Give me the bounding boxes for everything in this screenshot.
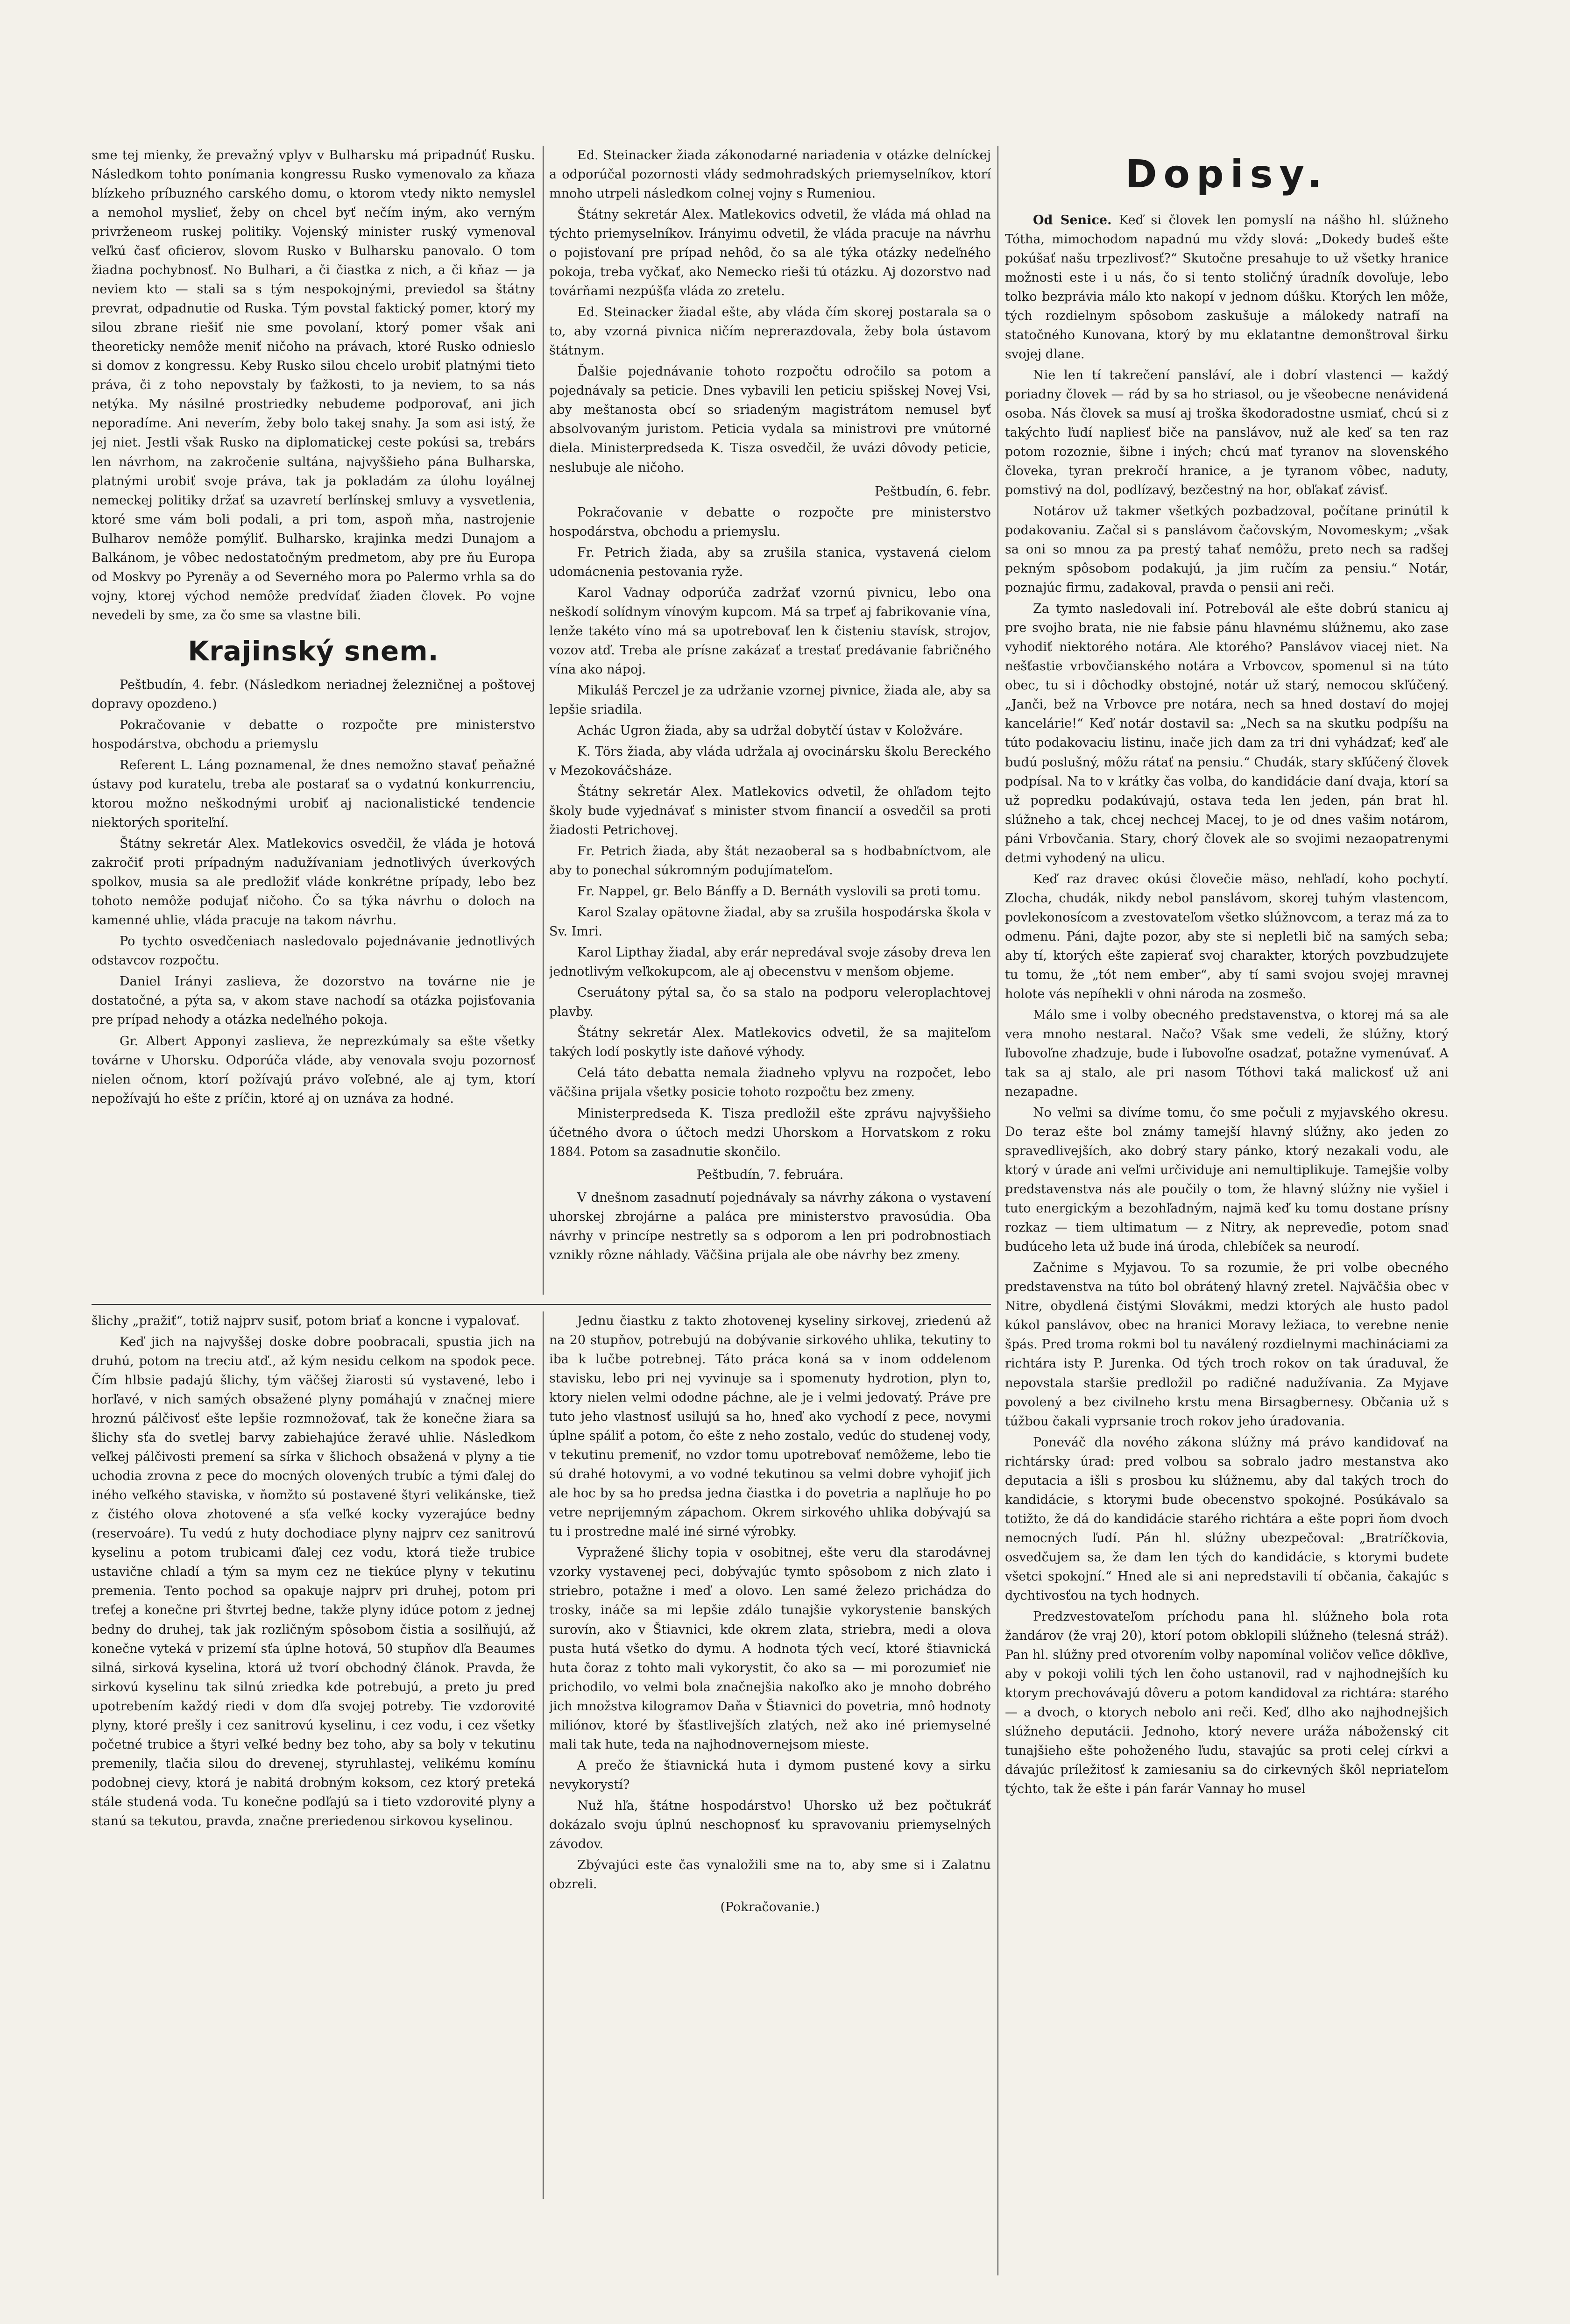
article-paragraph: Jednu čiastku z takto zhotovenej kyseliny sirkovej, zriedenú až na 20 stupňov, potrebujú na dobývanie sirkového uhlika, tekutiny to iba k lučbe potrebnej. Táto práca koná sa v inom oddelenom stavisku, lebo pri nej vyvinuje sa i spomenuty hydrotion, plyn to, ktory nielen velmi ododne páchne, ale je i velmi jedovatý. Práve pre tuto jeho vlastnosť usilujú sa ho, hneď ako vychodí z pece, novymi úplne spáliť a potom, čo ešte z neho zostalo, vedúc do studenej vody, v tekutinu premeniť, no vzdor tomu upotrebovať nemôžeme, lebo tie sú drahé hotovymi, a vo vodné tekutinou sa velmi dobre vyhojiť jich ale hoc by sa ho predsa jedna čiastka i do povetria a naplňuje ho po vetre neprijemným zápachom. Okrem sirkového uhlika dobývajú sa tu i prostredne malé iné sirné výrobky.: [549, 1314, 991, 1539]
article-paragraph: Karol Vadnay odporúča zadržať vzornú pivnicu, lebo ona neškodí solídnym vínovým kupcom. Má sa trpeť aj fabrikovanie vína, lenže takéto víno má sa upotrebovať len k čisteniu stavísk, strojov, vozov atď. Treba ale prísne zakázať a trestať predávanie fabričného vína ako nápoj.: [549, 585, 991, 677]
article-paragraph: A prečo že štiavnická huta i dymom pustené kovy a sirku nevykorystí?: [549, 1758, 991, 1792]
article-paragraph: Celá táto debatta nemala žiadneho vplyvu na rozpočet, lebo väčšina prijala všetky posicie tohoto rozpočtu bez zmeny.: [549, 1066, 991, 1100]
article-paragraph: Štátny sekretár Alex. Matlekovics odvetil, že sa majiteľom takých lodí poskytly iste daňové výhody.: [549, 1026, 991, 1060]
column-divider: [997, 146, 998, 2275]
article-paragraph: Ďalšie pojednávanie tohoto rozpočtu odročilo sa potom a pojednávaly sa peticie. Dnes vybavili len peticiu spišskej Novej Vsi, aby meštanosta obcí so sriadeným magistrátom nemusel byť absolvovaným juristom. Peticia vydala sa ministrovi pre vnútorné diela. Ministerpredseda K. Tisza osvedčil, že uvázi dôvody peticie, neslubuje ale ničoho.: [549, 364, 991, 475]
column-divider: [543, 146, 544, 1295]
article-paragraph: Notárov už takmer všetkých pozbadzoval, počítane prinútil k podakovaniu. Začal si s panslávom čačovským, Novomeskym; „však sa oni so mnou za pa prestý tahať nemôžu, preto nech sa radšej pekným spôsobom podakujú, ja jim ručím za pensiu.“ Notár, poznajúc firmu, zadakoval, pravda o pensii ani reči.: [1005, 504, 1449, 595]
article-paragraph: Nuž hľa, štátne hospodárstvo! Uhorsko už bez počtukráť dokázalo svoju úplnú neschopnosť ku spravovaniu priemyselných závodov.: [549, 1798, 991, 1851]
dateline: Peštbudín, 7. februára.: [696, 1167, 844, 1182]
dateline: Peštbudín, 6. febr.: [875, 484, 991, 499]
article-paragraph: K. Törs žiada, aby vláda udržala aj ovocinársku školu Bereckého v Mezokováčsháze.: [549, 744, 991, 778]
article-paragraph: V dnešnom zasadnutí pojednávaly sa návrhy zákona o vystavení uhorskej zbrojárne a paláca pre ministerstvo pravosúdia. Oba návrhy v princípe nestretly sa s odporom a len pri podrobnostiach vznikly rôzne náhlady. Väčšina prijala ale obe návrhy bez zmeny.: [549, 1190, 991, 1262]
article-paragraph: Zbývajúci este čas vynaložili sme na to, aby sme si i Zalatnu obzreli.: [549, 1857, 991, 1892]
article-paragraph: Štátny sekretár Alex. Matlekovics odvetil, že vláda má ohlad na týchto priemyselníkov. Irányimu odvetil, že vláda pracuje na návrhu o pojisťovaní pre prípad nehôd, čo sa ale týka otázky nedeľného pokoja, treba vyčkať, ako Nemecko rieši tú otázku. Aj dozorstvo nad továrňami nezpúšťa vláda zo zretelu.: [549, 207, 991, 299]
article-paragraph: Keď jich na najvyššej doske dobre poobracali, spustia jich na druhú, potom na treciu atď., až kým nesidu celkom na spodok pece. Čím hlbsie padajú šlichy, tým väčšej žiarosti sú vystavené, lebo i horľavé, v nich samých obsažené plyny pomáhajú v značnej miere hroznú pálčivosť ešte lepšie rozmnožovať, tak že konečne žiara sa šlichy sťa do svetlej barvy zabiehajúce žeravé uhlie. Následkom veľkej pálčivosti premení sa sírka v šlichoch obsažená v plyny a tie uchodia zrovna z pece do mocných olovených trubíc a tými ďalej do iného veľkého staviska, v ňomžto sú postavené štyri velikánske, tiež z čistého olova zhotovené a sťa veľké kocky vyzerajúce bedny (reservoáre). Tu vedú z huty dochodiace plyny najprv cez sanitrovú kyselinu a potom trubicami ďalej cez vodu, ktorá tieže trubice ustavične chladí a tým sa mym cez ne tiekúce plyny v tekutinu premenia. Tento pochod sa opakuje najprv pri druhej, potom pri treťej a konečne pri štvrtej bedne, takže plyny idúce potom z jednej bedny do druhej, tak jak rozličným spôsobom čistia a sosilňujú, až konečne vyteká v prizemí sťa úplne hotová, 50 stupňov dľa Beaumes silná, sirková kyselina, ktorá už tvorí obchodný článok. Pravda, že sirkovú kyselinu tak silnú zriedka kde potrebujú, a preto ju pred upotrebením každý riedi v dom dľa svojej potreby. Tie vzdorovité plyny, ktoré prešly i cez sanitrovú kyselinu, i cez vodu, i cez všetky početné trubice a štyri veľké bedny bez toho, aby sa boly v tekutinu premenily, tlačia silou do drevenej, styruhlastej, velikému komínu podobnej cievy, ktorá je nabitá drobným koksom, cez ktorý preteká stále studená voda. Tu konečne podľajú sa i tieto vzdorovité plyny a stanú sa tekutou, pravda, značne preriedenou sirkovou kyselinou.: [92, 1335, 535, 1828]
article-paragraph: šlichy „pražiť“, totiž najprv susiť, potom briať a koncne i vypalovať.: [92, 1314, 520, 1328]
continuation-note: (Pokračovanie.): [720, 1899, 820, 1914]
article-paragraph: sme tej mienky, že prevažný vplyv v Bulharsku má pripadnúť Rusku. Následkom tohto ponímania kongressu Rusko vymenovalo za kňaza blízkeho príbuzného carského domu, o ktorom vtedy nikto nemyslel a nemohol myslieť, žeby on chcel byť nečím iným, ako verným privrženeom ruskej politiky. Vojenský minister ruský vymenoval veľkú časť oficierov, slovom Rusko v Bulharsku panovalo. O tom žiadna pochybnosť. No Bulhari, a či čiastka z nich, a či kňaz — ja neviem kto — stali sa s tým nespokojnými, previedol sa štátny prevrat, odpadnutie od Ruska. Tým povstal faktický pomer, ktorý my silou zbrane riešiť nie sme povolaní, ktorý pomer však ani theoreticky nemôže meniť ničoho na právach, ktoré Rusko odnieslo si domov z kongressu. Keby Rusko silou chcelo urobiť platnými tieto práva, či z toho nepovstaly by ťažkosti, to ja neviem, to sa nás netýka. My násilné prostriedky nebudeme podporovať, ani jich neporadíme. Ani neverím, žeby bolo takej snahy. Ja som asi istý, že jej niet. Jestli však Rusko na diplomatickej ceste pokúsi sa, trebárs len návrhom, na zakročenie sultána, najvyššieho pána Bulharska, platnými urobiť svoje práva, tak ja pokladám za úlohu loyálnej nemeckej politiky držať sa uzavretí berlínskej smluvy a vysvetlenia, ktoré sme vám boli podali, a pri tom, aspoň mňa, nastrojenie Bulharov nemôže pomýliť. Bulharsko, krajinka medzi Dunajom a Balkánom, je vôbec nedostatočným predmetom, aby pre ňu Europa od Moskvy po Pyrenäy a od Severného mora po Palermo vrhla sa do vojny, ktorej východ nemôže predvídať žiaden človek. Po vojne nevedeli by sme, za čo sme sa vlastne bili.: [92, 148, 535, 623]
article-paragraph: Ed. Steinacker žiadal ešte, aby vláda čím skorej postarala sa o to, aby vzorná pivnica ničím neprerazdovala, žeby bola ústavom štátnym.: [549, 305, 991, 358]
article-paragraph: Karol Szalay opätovne žiadal, aby sa zrušila hospodárska škola v Sv. Imri.: [549, 905, 991, 939]
article-paragraph: Vypražené šlichy topia v osobitnej, ešte veru dla starodávnej vzorky vystavenej peci, dobývajúc tymto spôsobom z nich zlato i striebro, potažne i meď a olovo. Len samé železo prichádza do trosky, ináče sa mi lepšie zdálo tunajšie vykorystenie banských surovín, ako v Štiavnici, kde okrem zlata, striebra, medi a olova pusta hutá všetko do dymu. A hodnota tých vecí, ktoré štiavnická huta čoraz z tohto mali vykorystit, čo ako sa — mi porozumieť nie prichodilo, vo velmi bola značnejšia nakoľko ako je mnoho dobrého jich množstva kilogramov Daňa v Štiavnici do povetria, mnô hodnoty miliónov, ktoré by šťastlivejších zlatých, než ako iné priemyselné mali tak hute, teda na najhodnovernejsom mieste.: [549, 1545, 991, 1752]
article-paragraph: Cseruátony pýtal sa, čo sa stalo na podporu veleroplachtovej plavby.: [549, 985, 991, 1020]
section-heading-dopisy: Dopisy.: [1125, 152, 1329, 197]
article-paragraph: Málo sme i volby obecného predstavenstva, o ktorej má sa ale vera mnoho nestaral. Načo? Však sme vedeli, že slúžny, ktorý ľubovoľne zhadzuje, bude i ľubovoľne osadzať, potažne vymenúvať. A tak sa aj stalo, ale pri nasom Tóthovi taká malickosť už ani nezapadne.: [1005, 1007, 1449, 1099]
article-paragraph: Ministerpredseda K. Tisza predložil ešte zprávu najvyššieho účetného dvora o účtoch medzi Uhorskom a Horvatskom z roku 1884. Potom sa zasadnutie skončilo.: [549, 1106, 991, 1159]
article-paragraph: Nie len tí takrečení pansláví, ale i dobrí vlastenci — každý poriadny človek — rád by sa ho striasol, ou je všeobecne nenávidená osoba. Nás človek sa musí aj troška škodoradostne usmiať, chcú si z takýchto ľudí napliesť biče na panslávov, nuž ale keď sa ten raz potom rozoznie, šibne i iných; chcú mať tyranov na slovenského človeka, tyran prekročí hranice, a je tyranom vôbec, naduty, pomstivý na dol, podlízavý, bezčestný na hor, obľakať závisť.: [1005, 368, 1449, 498]
article-paragraph: Začnime s Myjavou. To sa rozumie, že pri volbe obecného predstavenstva na túto bol obrátený hlavný zretel. Najväčšia obec v Nitre, obydlená čistými Slovákmi, medzi ktorých ale husto padol kúkol panslávov, obec na hranici Moravy ležiaca, to verebne nenie špás. Pred troma rokmi bol tu naválený rozdielnymi machináciami za richtára isty P. Jurenka. Od tých troch rokov on tak úraduval, že nepovstala staršie predložil po radičné nadužívania. Za Myjave povolený a bez civilneho krstu mena Birsagbernesy. Občania už s túžbou čakali vyprsanie troch rokov jeho úradovania.: [1005, 1261, 1449, 1429]
article-paragraph: [1005, 211, 1449, 364]
section-divider: [92, 1304, 991, 1305]
article-paragraph: Pokračovanie v debatte o rozpočte pre ministerstvo hospodárstva, obchodu a priemyslu.: [549, 505, 991, 539]
dopis-text: Keď si človek len pomyslí na nášho hl. slúžneho Tótha, mimochodom napadnú mu vždy slová: „Dokedy budeš ešte pokúšať našu trpezlivosť?“ Skutočne presahuje to už všetky hranice možnosti este i u nás, čo si tento stoličný úradník dovoľuje, lebo tolko bezprávia málo kto nakopí v jednom dúšku. Ktorých len môže, tých rozdielnym spôsobom zaskušuje a málokedy natrafí na statočného Kunovana, ktorý by mu eklatantne demonštroval širku svojej dlane.: [1005, 213, 1449, 361]
section-heading-krajinsky-snem: Krajinský snem.: [188, 635, 439, 667]
article-paragraph: Fr. Petrich žiada, aby štát nezaoberal sa s hodbabníctvom, ale aby to ponechal súkromným podujímateľom.: [549, 844, 991, 878]
article-paragraph: Mikuláš Perczel je za udržanie vzornej pivnice, žiada ale, aby sa lepšie sriadila.: [549, 683, 991, 717]
column-divider: [543, 1311, 544, 2199]
article-paragraph: Peštbudín, 4. febr. (Následkom neriadnej železničnej a poštovej dopravy opozdeno.): [92, 677, 535, 711]
article-paragraph: Štátny sekretár Alex. Matlekovics odvetil, že ohľadom tejto školy bude vyjednávať s minister stvom financií a osvedčil sa proti žiadosti Petrichovej.: [549, 785, 991, 838]
article-paragraph: Štátny sekretár Alex. Matlekovics osvedčil, že vláda je hotová zakročiť proti prípadným nadužívaniam jednotlivých úverkových spolkov, musia sa ale predložiť vláde konkrétne prípady, lebo bez tohoto nemôže podujať ničoho. Čo sa týka návrhu o doloch na kamenné uhlie, vláda pracuje na takom návrhu.: [92, 836, 535, 928]
column-left-bottom: [92, 1311, 535, 2199]
column-left-top: [92, 146, 535, 1294]
article-paragraph: Achác Ugron žiada, aby sa udržal dobytčí ústav v Koložváre.: [577, 723, 963, 738]
article-paragraph: Za tymto nasledovali iní. Potrebovál ale ešte dobrú stanicu aj pre svojho brata, nie nie fabsie pánu hlavnému slúžnemu, ako zase vyhodiť niektorého notára. Ale ktorého? Panslávov viacej niet. Na nešťastie vrbovčianského notára a Vrbovcov, spomenul si na túto obec, tu si i dôchodky obstojné, notár už starý, nemocou skľúčený. „Janči, bež na Vrbovce pre notára, nech sa hned dostaví do mojej kancelárie!“ Keď notár dostavil sa: „Nech sa na skutku podpíšu na túto podakovaciu listinu, inače jich dam za tri dni vyhádzať; keď ale budú poslušný, môžu rátať na pensiu.“ Chudák, stary skľúčený človek podpísal. Na to v krátky čas volba, do kandidácie daní dvaja, ktorí sa už popredku podakúvajú, ostava teda len jeden, pán brat hl. slúžneho a tak, chcej nechcej Macej, to je od dnes vašim notárom, páni Vrbovčania. Stary, chorý človek ale so svojimi nezaopatrenymi detmi vyhodený na ulicu.: [1005, 602, 1449, 865]
article-paragraph: Karol Lipthay žiadal, aby erár nepredával svoje zásoby dreva len jednotlivým veľkokupcom, ale aj obecenstvu v menšom objeme.: [549, 945, 991, 979]
article-paragraph: Referent L. Láng poznamenal, že dnes nemožno stavať peňažné ústavy pod kuratelu, treba ale postarať sa o vydatnú konkurrenciu, ktorou možno neškodnými urobiť aj nacionalistické tendencie niektorých sporiteľní.: [92, 758, 535, 830]
article-paragraph: Fr. Nappel, gr. Belo Bánffy a D. Bernáth vyslovili sa proti tomu.: [577, 884, 981, 899]
column-right: [1005, 146, 1449, 2275]
article-paragraph: Fr. Petrich žiada, aby sa zrušila stanica, vystavená cielom udomácnenia pestovania ryže.: [549, 545, 991, 579]
column-middle-top: [549, 146, 991, 1294]
article-paragraph: Daniel Irányi zaslieva, že dozorstvo na továrne nie je dostatočné, a pýta sa, v akom stave nachodí sa otázka pojisťovania pre prípad nehody a otázka nedeľného pokoja.: [92, 974, 535, 1027]
article-paragraph: Predzvestovateľom príchodu pana hl. slúžneho bola rota žandárov (že vraj 20), ktorí potom obklopili slúžneho (telesná stráž). Pan hl. slúžny pred otvorením volby napomínal voličov veľice dôkľive, aby v pokoji volili tých len čoho ustanovil, rad v najhodnejších ku ktorym prechovávajú dôveru a potom kandidoval za richtára: starého — a dvoch, o ktorych nebolo ani reči. Keď, dlho ako najhodnejšich slúžneho deputácii. Jednoho, ktorý nevere uráža náboženský cit tunajšieho ešte pohoženého ľudu, stavajúc sa proti celej církvi a dávajúc príležitosť k zamiesaniu sa do cirkevných škôl nepriateľom týchto, tak že ešte i pán farár Vannay ho musel: [1005, 1609, 1449, 1797]
article-paragraph: Poneváč dla nového zákona slúžny má právo kandidovať na richtársky úrad: pred volbou sa sobralo jadro mestanstva ako deputacia a išli s prosbou ku slúžnemu, aby dal takých troch do kandidácie, s ktorymi bude obecenstvo spokojné. Posúkávalo sa totižto, že dá do kandidácie starého richtára a ešte popri ňom dvoch nemocných ľudí. Pán hl. slúžny ubezpečoval: „Bratríčkovia, osvedčujem sa, že dam len tých do kandidácie, s ktorymi budete všetci spokojní.“ Hned ale si ani nepredstavili tí občania, čakajúc s dychtivosťou na tych hodnych.: [1005, 1435, 1449, 1603]
dopis-lead: Od Senice.: [1033, 213, 1112, 227]
column-middle-bottom: [549, 1311, 991, 2199]
article-paragraph: Po tychto osvedčeniach nasledovalo pojednávanie jednotlivých odstavcov rozpočtu.: [92, 934, 535, 968]
article-paragraph: No veľmi sa divíme tomu, čo sme počuli z myjavského okresu. Do teraz ešte bol známy tamejší hlavný slúžny, ako jeden zo spravedlivejších, ako dobrý stary pánko, ktorý nezakali vodu, ale ktorý v úrade ani veľmi určividuje ani nemultiplikuje. Tamejšie volby predstavenstva nás ale poučily o tom, že hlavný slúžny nie vyšiel i tuto energickým a bezohľadným, najmä keď ku tomu dostane prísny rozkaz — tiem ultimatum — z Nitry, ak nepreveďie, potom snaď budúceho leta už bude iná úroda, chlebíček sa neurodí.: [1005, 1105, 1449, 1254]
article-paragraph: Pokračovanie v debatte o rozpočte pre ministerstvo hospodárstva, obchodu a priemyslu: [92, 718, 535, 752]
article-paragraph: Ed. Steinacker žiada zákonodarné nariadenia v otázke delníckej a odporúčal pozornosti vlády sedmohradských priemyselníkov, ktorí mnoho utrpeli následkom colnej vojny s Rumeniou.: [549, 148, 991, 201]
article-paragraph: Keď raz dravec okúsi človečie mäso, nehľadí, koho pochytí. Zlocha, chudák, nikdy nebol panslávom, skorej tuhým vlastencom, povlekonosícom a zvestovateľom všetko slúžnovcom, a teraz má za to odmenu. Páni, dajte pozor, aby ste si nepletli bič na samých seba; aby tí, ktorých ešte zapierať svoj charakter, ktorých povzbudzujete tu tomu, že „tót nem ember“, aby tí sami svojou svojej mravnej holote vás nepíhekli v ohni národa na zosmešo.: [1005, 872, 1449, 1001]
article-paragraph: Gr. Albert Apponyi zaslieva, že neprezkúmaly sa ešte všetky továrne v Uhorsku. Odporúča vláde, aby venovala svoju pozornosť nielen očnom, ktorí požívajú právo voľebné, ale aj tym, ktorí nepožívajú ho ešte z príčin, ktoré aj on uznáva za hodné.: [92, 1034, 535, 1106]
